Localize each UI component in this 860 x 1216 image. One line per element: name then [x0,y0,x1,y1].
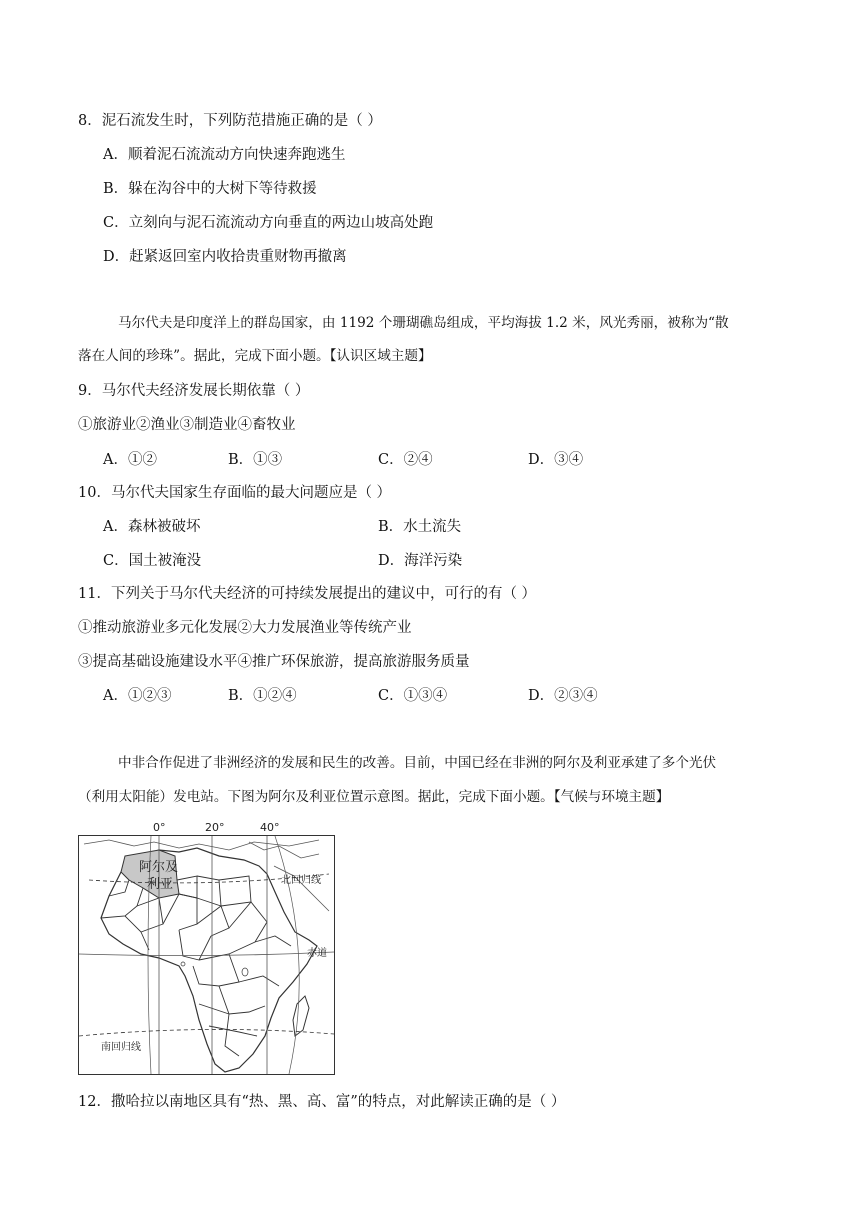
q12-stem: 12．撒哈拉以南地区具有“热、黑、高、富”的特点，对此解读正确的是（ ） [78,1094,566,1110]
passage1-line1: 马尔代夫是印度洋上的群岛国家，由 1192 个珊瑚礁岛组成，平均海拔 1.2 米，风光秀丽，被称为“散 [118,315,729,331]
q9-stem: 9．马尔代夫经济发展长期依靠（ ） [78,383,310,399]
q9-option-c: C．②④ [378,452,433,468]
q11-option-b: B．①②④ [228,688,297,704]
q11-option-d: D．②③④ [528,688,598,704]
q10-option-a: A．森林被破坏 [103,519,201,535]
q8-option-d: D．赶紧返回室内收拾贵重财物再撤离 [103,249,347,265]
tropic-of-capricorn-label: 南回归线 [101,1042,141,1053]
q10-option-b: B．水土流失 [378,519,462,535]
passage2-line1: 中非合作促进了非洲经济的发展和民生的改善。目前，中国已经在非洲的阿尔及利亚承建了多个光伏 [118,755,717,771]
q9-option-d: D．③④ [528,452,584,468]
q8-option-c: C．立刻向与泥石流流动方向垂直的两边山坡高处跑 [103,215,434,231]
equator-label: 赤道 [307,948,327,959]
map-lon-0-label: 0° [153,821,166,834]
q8-option-a: A．顺着泥石流流动方向快速奔跑逃生 [103,147,346,163]
algeria-label-2: 利亚 [147,877,174,892]
tropic-of-cancer-label: 北回归线 [281,875,321,886]
passage1-line2: 落在人间的珍珠”。据此，完成下面小题。【认识区域主题】 [78,348,432,364]
passage2-line2: （利用太阳能）发电站。下图为阿尔及利亚位置示意图。据此，完成下面小题。【气候与环境主题】 [78,789,670,805]
q11-items-1: ①推动旅游业多元化发展②大力发展渔业等传统产业 [78,620,412,636]
algeria-label-1: 阿尔及 [139,860,179,875]
q9-items: ①旅游业②渔业③制造业④畜牧业 [78,417,296,433]
q8-option-b: B．躲在沟谷中的大树下等待救援 [103,181,317,197]
q11-items-2: ③提高基础设施建设水平④推广环保旅游，提高旅游服务质量 [78,654,470,670]
africa-location-map [78,835,335,1075]
q10-option-d: D．海洋污染 [378,553,463,569]
q11-option-c: C．①③④ [378,688,448,704]
q9-option-a: A．①② [103,452,157,468]
q10-option-c: C．国土被淹没 [103,553,202,569]
q11-stem: 11．下列关于马尔代夫经济的可持续发展提出的建议中，可行的有（ ） [78,586,537,602]
q8-stem: 8．泥石流发生时，下列防范措施正确的是（ ） [78,113,382,129]
map-lon-40-label: 40° [260,821,280,834]
q10-stem: 10．马尔代夫国家生存面临的最大问题应是（ ） [78,485,392,501]
q11-option-a: A．①②③ [103,688,172,704]
map-lon-20-label: 20° [205,821,225,834]
q9-option-b: B．①③ [228,452,283,468]
